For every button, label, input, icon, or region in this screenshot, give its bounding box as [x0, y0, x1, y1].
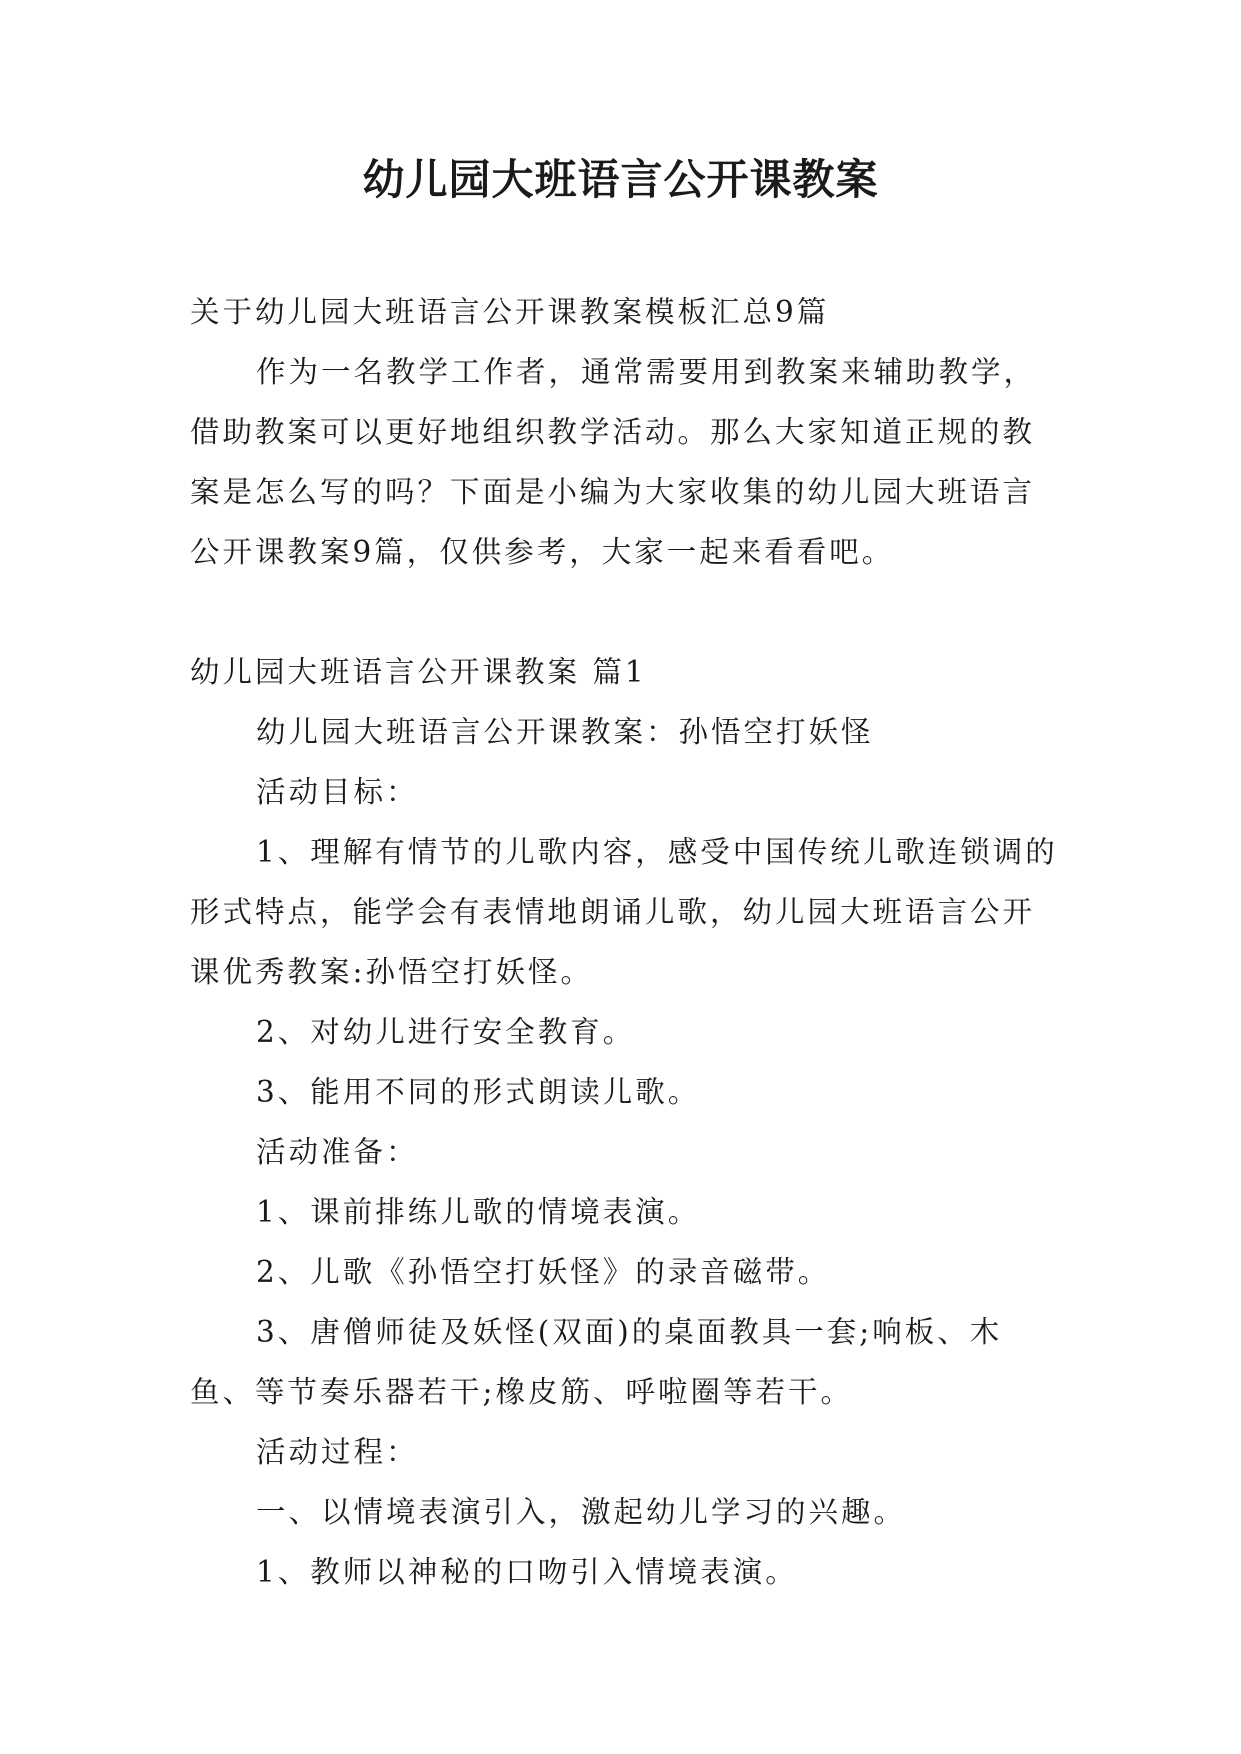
document-body [190, 282, 1060, 1602]
document-title: 幼儿园大班语言公开课教案 [362, 155, 879, 204]
preparation-item-1: 1、课前排练儿歌的情境表演。 [256, 1195, 701, 1229]
goal-item-1: 1、理解有情节的儿歌内容，感受中国传统儿歌连锁调的形式特点，能学会有表情地朗诵儿歌，幼儿园大班语言公开课优秀教案:孙悟空打妖怪。 [190, 835, 1058, 989]
section-heading: 幼儿园大班语言公开课教案 篇1 [190, 655, 647, 689]
process-substep-1: 1、教师以神秘的口吻引入情境表演。 [256, 1555, 798, 1589]
goal-item-2: 2、对幼儿进行安全教育。 [256, 1015, 636, 1049]
lesson-title: 幼儿园大班语言公开课教案：孙悟空打妖怪 [256, 715, 874, 749]
intro-paragraph: 作为一名教学工作者，通常需要用到教案来辅助教学，借助教案可以更好地组织教学活动。那么大家知道正规的教案是怎么写的吗？下面是小编为大家收集的幼儿园大班语言公开课教案9篇，仅供参考，大家一起来看看吧。 [190, 355, 1037, 569]
goal-item-3: 3、能用不同的形式朗读儿歌。 [256, 1075, 701, 1109]
preparation-item-3: 3、唐僧师徒及妖怪(双面)的桌面教具一套;响板、木鱼、等节奏乐器若干;橡皮筋、呼啦圈等若干。 [190, 1315, 1003, 1409]
preparation-item-2: 2、儿歌《孙悟空打妖怪》的录音磁带。 [256, 1255, 831, 1289]
process-heading: 活动过程： [256, 1435, 419, 1469]
paragraph-gap [190, 582, 1060, 642]
preparation-heading: 活动准备： [256, 1135, 419, 1169]
intro-heading: 关于幼儿园大班语言公开课教案模板汇总9篇 [190, 295, 830, 329]
process-step-1: 一、以情境表演引入，激起幼儿学习的兴趣。 [256, 1495, 907, 1529]
goals-heading: 活动目标： [256, 775, 419, 809]
